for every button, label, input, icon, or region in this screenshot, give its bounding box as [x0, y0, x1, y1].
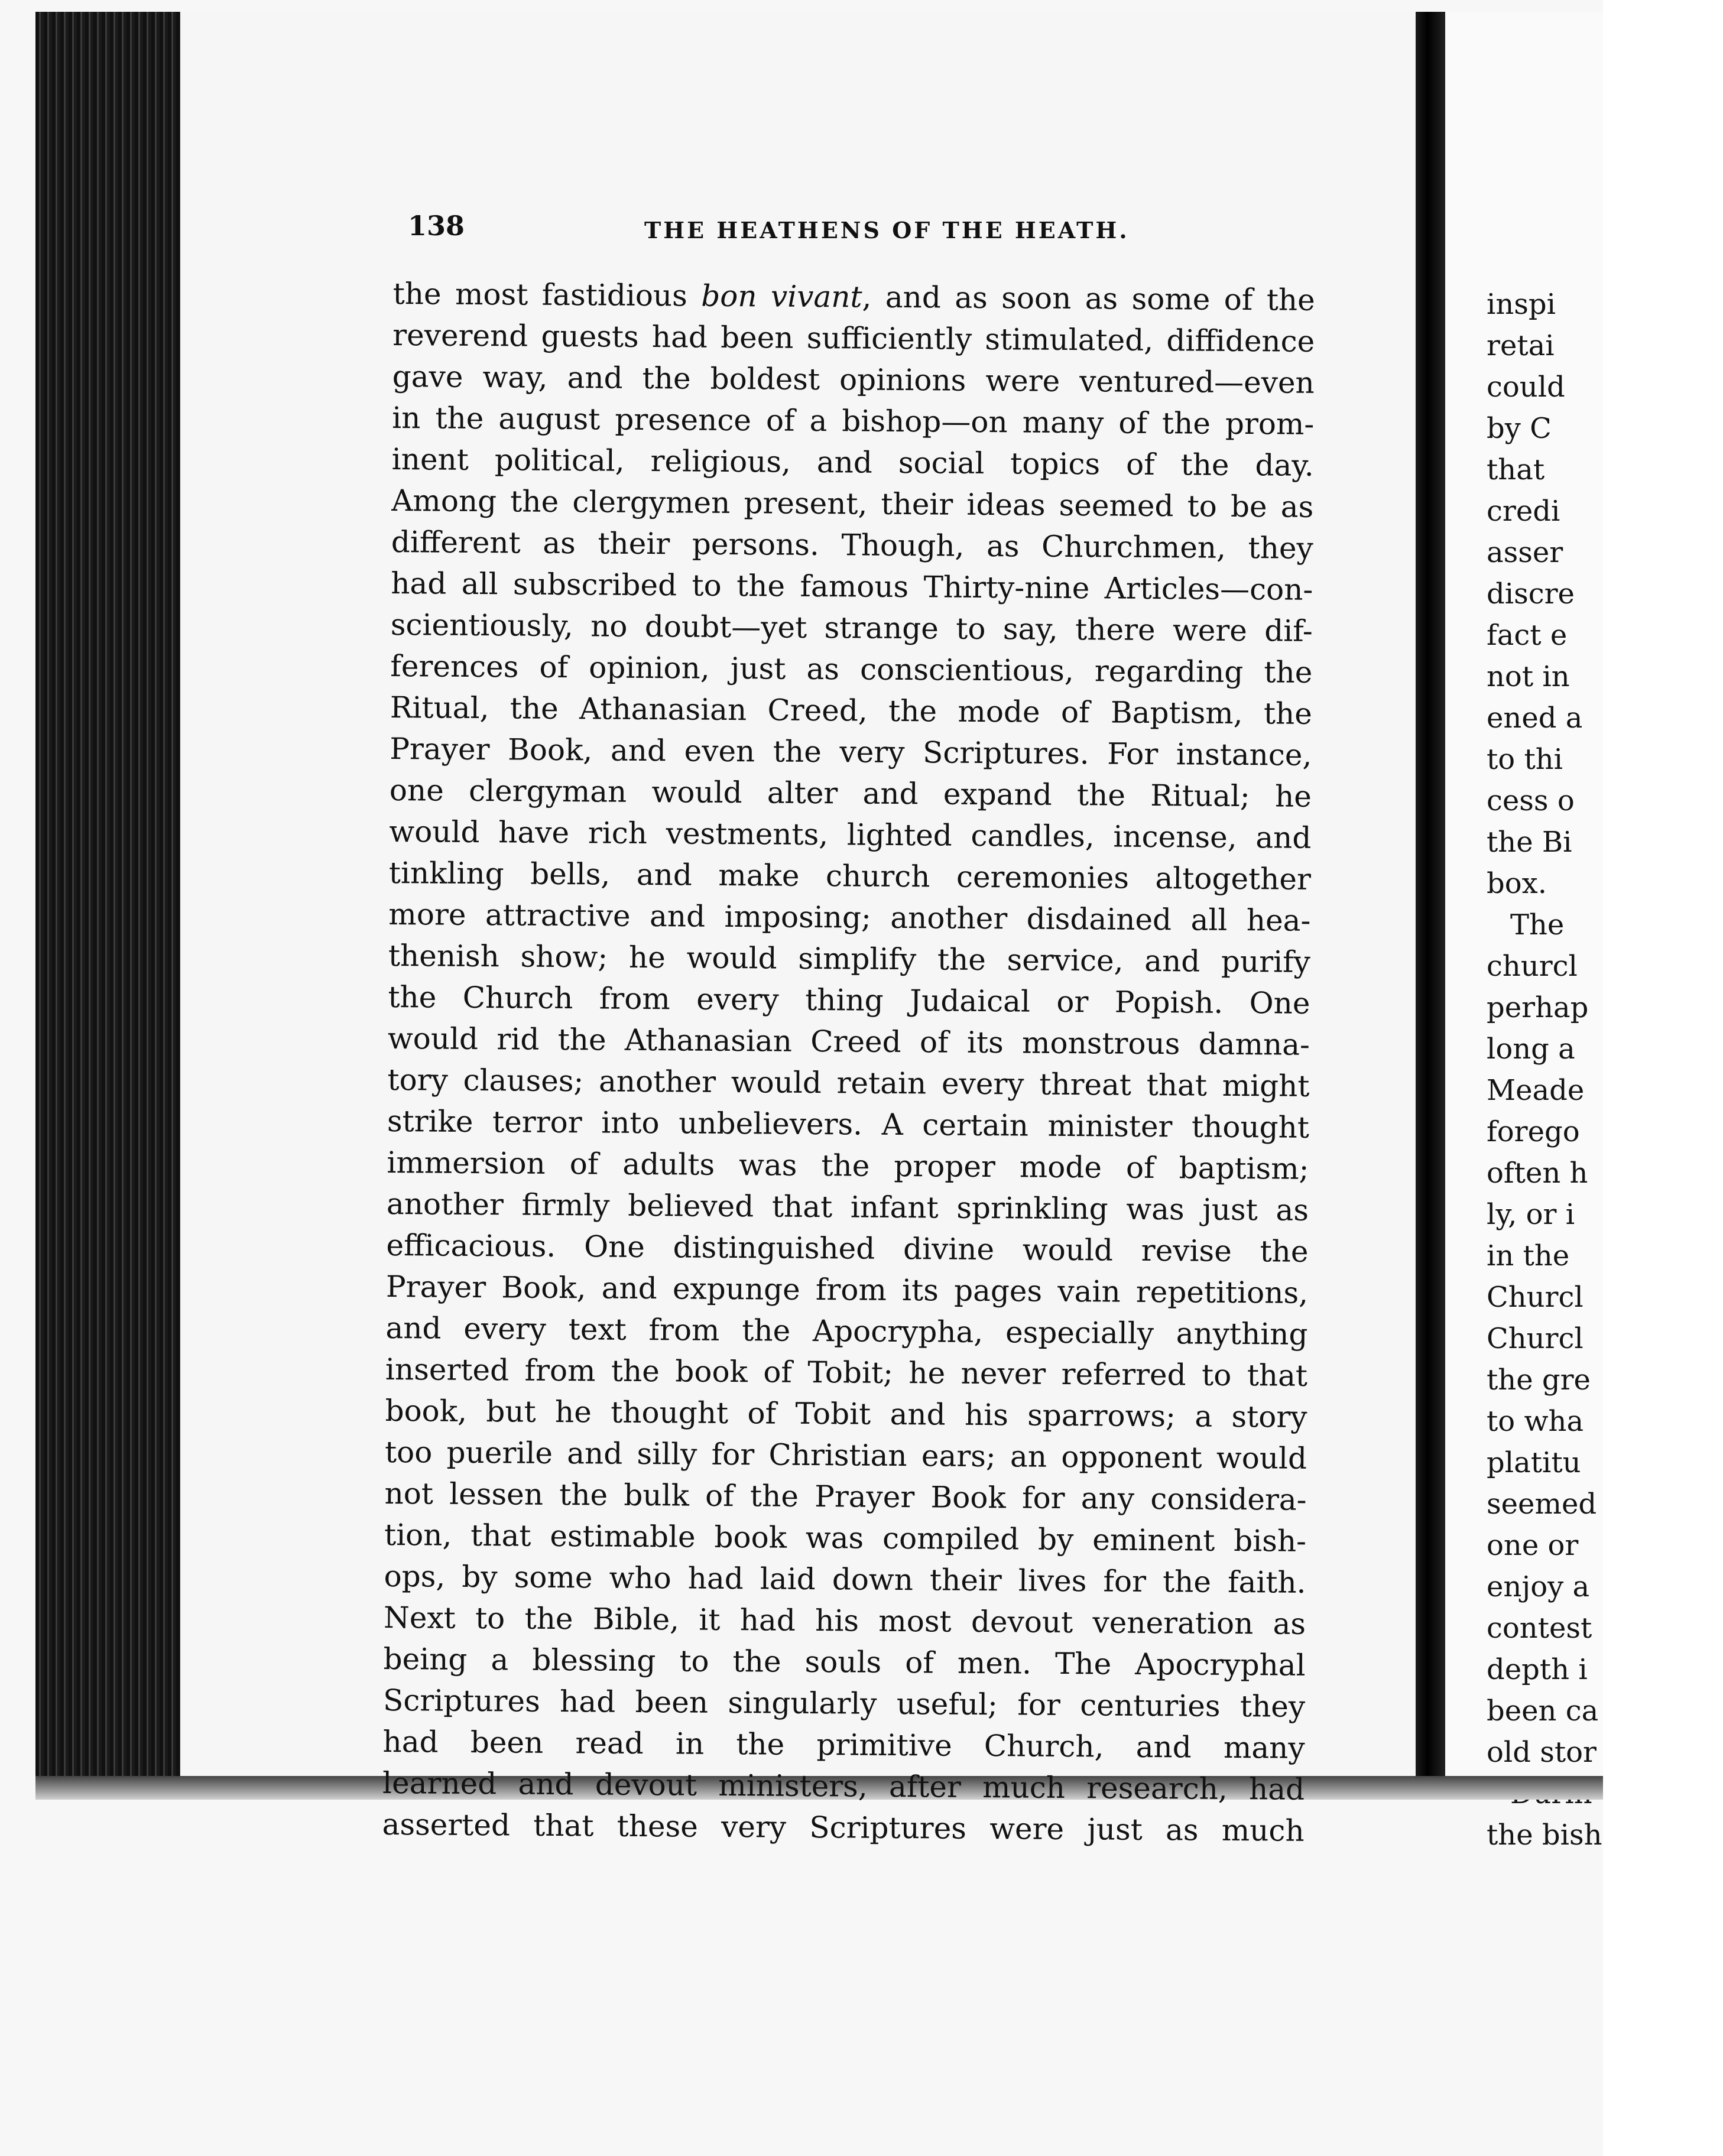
- text-line: Next to the Bible, it had his most devout veneration as: [383, 1600, 1306, 1641]
- right-text-line: ened a: [1487, 702, 1583, 735]
- right-text-line: in the: [1487, 1239, 1570, 1272]
- right-text-line: Churcl: [1487, 1322, 1584, 1355]
- right-text-line: asser: [1487, 536, 1563, 569]
- right-text-line: not in: [1487, 660, 1570, 693]
- text-line: Ritual, the Athanasian Creed, the mode of Baptism, the: [390, 690, 1313, 731]
- text-line: in the august presence of a bishop—on many of the prom-: [392, 400, 1315, 441]
- right-text-line: depth i: [1487, 1653, 1588, 1686]
- right-text-line: fact e: [1487, 619, 1568, 652]
- body-text: [382, 273, 1315, 1848]
- right-text-line: often h: [1487, 1157, 1588, 1190]
- text-line: not lessen the bulk of the Prayer Book for any considera-: [384, 1476, 1307, 1517]
- right-text-line: Meade: [1487, 1074, 1585, 1107]
- text-line: book, but he thought of Tobit and his sparrows; a story: [385, 1393, 1307, 1434]
- right-text-line: the Bi: [1487, 826, 1572, 859]
- text-line: tion, that estimable book was compiled by eminent bish-: [384, 1517, 1307, 1558]
- text-line: Prayer Book, and even the very Scriptures. For instance,: [390, 731, 1312, 772]
- text-line: one clergyman would alter and expand the Ritual; he: [389, 772, 1312, 814]
- text-line: would rid the Athanasian Creed of its monstrous damna-: [387, 1021, 1310, 1062]
- right-text-line: forego: [1487, 1115, 1580, 1148]
- right-text-line: churcl: [1487, 950, 1578, 983]
- text-line: inent political, religious, and social topics of the day.: [391, 441, 1314, 483]
- right-text-line: box.: [1487, 867, 1547, 900]
- text-line: being a blessing to the souls of men. The Apocryphal: [383, 1641, 1306, 1683]
- text-line: Scriptures had been singularly useful; for centuries they: [382, 1683, 1306, 1724]
- text-line: had been read in the primitive Church, and many: [382, 1724, 1305, 1765]
- right-text-line: retai: [1487, 329, 1555, 362]
- right-text-line: The: [1510, 908, 1565, 941]
- right-text-line: enjoy a: [1487, 1570, 1590, 1603]
- text-line: would have rich vestments, lighted candles, incense, and: [389, 814, 1312, 855]
- right-text-line: the bish: [1487, 1819, 1602, 1852]
- text-line: ops, by some who had laid down their lives for the faith.: [384, 1558, 1306, 1600]
- right-text-line: cess o: [1487, 784, 1575, 817]
- text-line: learned and devout ministers, after much research, had: [382, 1765, 1305, 1807]
- text-line: Prayer Book, and expunge from its pages vain repetitions,: [385, 1269, 1309, 1310]
- right-text-line: by C: [1487, 412, 1552, 445]
- right-text-line: been ca: [1487, 1694, 1599, 1728]
- right-text-line: to wha: [1487, 1405, 1584, 1438]
- running-head-title: THE HEATHENS OF THE HEATH.: [644, 217, 1130, 243]
- text-line: Among the clergymen present, their ideas seemed to be as: [391, 483, 1314, 524]
- book-gutter: [1416, 12, 1445, 1776]
- running-head: [408, 210, 1306, 251]
- text-line: gave way, and the boldest opinions were ventured—even: [392, 359, 1315, 400]
- right-text-line: perhap: [1487, 991, 1589, 1024]
- right-text-line: long a: [1487, 1032, 1575, 1066]
- right-text-line: discre: [1487, 577, 1575, 611]
- text-line: different as their persons. Though, as Churchmen, they: [391, 524, 1313, 566]
- text-line: the most fastidious bon vivant, and as soon as some of the: [392, 276, 1315, 317]
- text-line: tory clauses; another would retain every threat that might: [387, 1062, 1310, 1103]
- text-line: more attractive and imposing; another disdained all hea-: [388, 897, 1311, 938]
- text-line: reverend guests had been sufficiently stimulated, diffidence: [392, 317, 1315, 359]
- text-line: asserted that these very Scriptures were just as much: [382, 1807, 1305, 1848]
- text-line: thenish show; he would simplify the service, and purify: [388, 938, 1311, 979]
- page-number: 138: [408, 210, 465, 242]
- right-text-line: one or: [1487, 1529, 1579, 1562]
- right-text-line: the gre: [1487, 1363, 1591, 1397]
- right-book-page: [1445, 12, 1603, 1852]
- text-line: tinkling bells, and make church ceremonies altogether: [388, 855, 1312, 897]
- text-line: efficacious. One distinguished divine would revise the: [386, 1228, 1309, 1269]
- right-text-line: platitu: [1487, 1446, 1581, 1479]
- right-text-line: to thi: [1487, 743, 1563, 776]
- text-line: the Church from every thing Judaical or Popish. One: [388, 979, 1310, 1021]
- right-text-line: that: [1487, 453, 1545, 486]
- right-text-line: inspi: [1487, 288, 1556, 321]
- italic-phrase: bon vivant: [701, 278, 862, 314]
- text-line: another firmly believed that infant sprinkling was just as: [386, 1186, 1309, 1228]
- text-line: inserted from the book of Tobit; he never referred to that: [385, 1352, 1308, 1393]
- text-line: too puerile and silly for Christian ears; an opponent would: [384, 1434, 1307, 1476]
- right-text-line: contest: [1487, 1612, 1592, 1645]
- right-text-line: old stor: [1487, 1736, 1597, 1769]
- text-line: and every text from the Apocrypha, especially anything: [385, 1310, 1308, 1352]
- right-text-line: seemed: [1487, 1488, 1597, 1521]
- right-text-line: could: [1487, 371, 1565, 404]
- right-text-line: ly, or i: [1487, 1198, 1575, 1231]
- right-page-text-fragments: [1487, 284, 1723, 1856]
- right-text-line: credi: [1487, 495, 1560, 528]
- right-text-line: Churcl: [1487, 1281, 1584, 1314]
- book-page-edges: [35, 12, 183, 1785]
- text-line: had all subscribed to the famous Thirty-nine Articles—con-: [391, 566, 1313, 607]
- text-line: scientiously, no doubt—yet strange to say, there were dif-: [390, 607, 1313, 648]
- text-line: ferences of opinion, just as conscientious, regarding the: [390, 648, 1313, 690]
- text-line: strike terror into unbelievers. A certain minister thought: [387, 1103, 1310, 1145]
- text-line: immersion of adults was the proper mode of baptism;: [387, 1145, 1309, 1186]
